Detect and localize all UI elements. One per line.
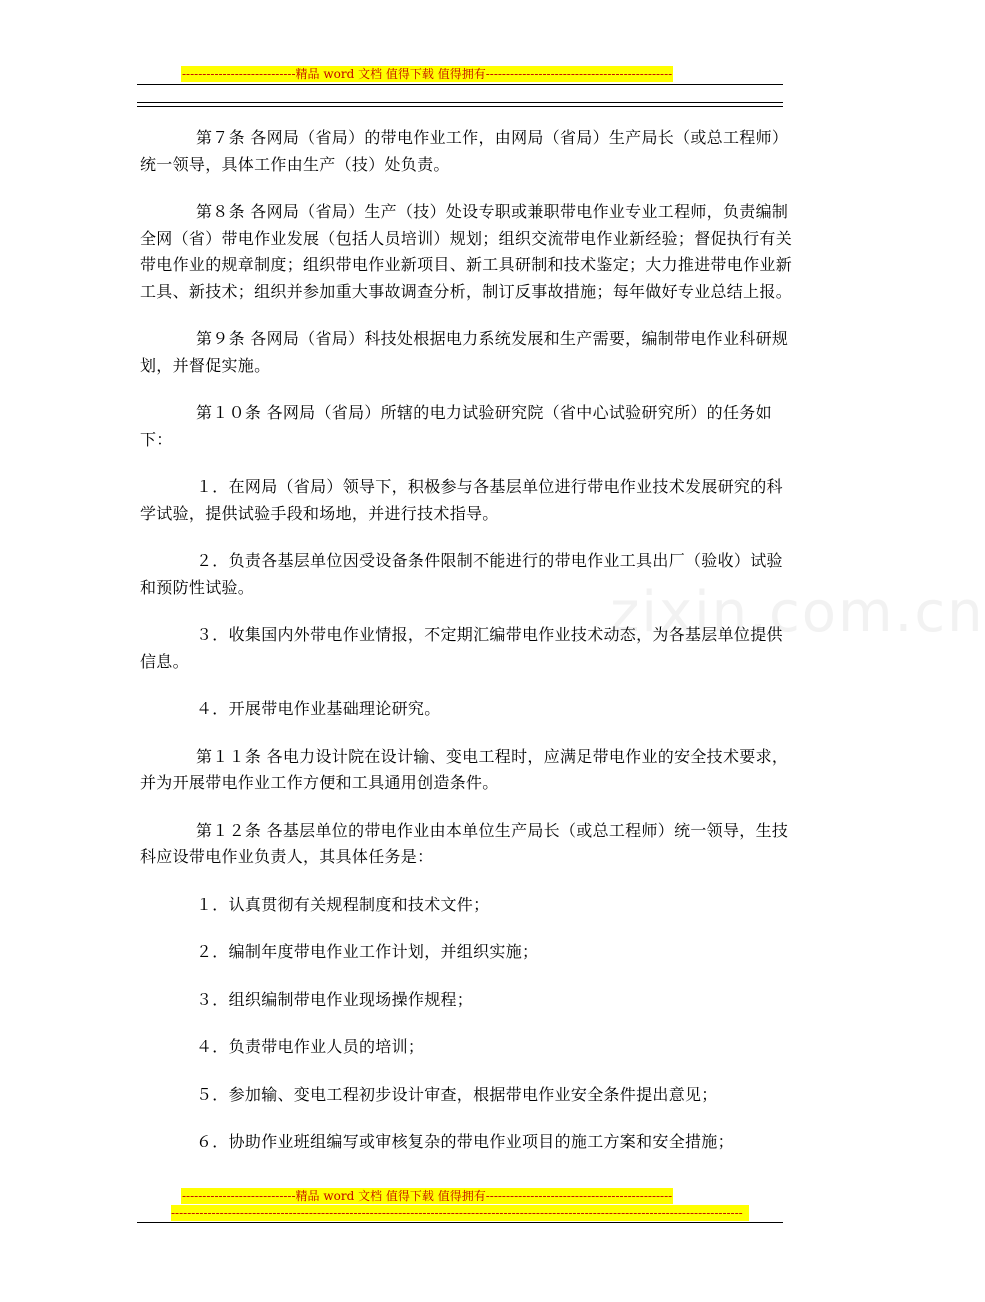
list-item: ４．负责带电作业人员的培训； <box>196 1037 425 1056</box>
document-body <box>140 125 792 1177</box>
header-banner: ----------------------------精品 word 文档 值得下载 值得拥有---------------------------------------------- <box>182 67 673 81</box>
list-item: ５．参加输、变电工程初步设计审查，根据带电作业安全条件提出意见； <box>196 1084 718 1104</box>
paragraph-article-7: 第７条 各网局（省局）的带电作业工作，由网局（省局）生产局长（或总工程师）统一领导，具体工作由生产（技）处负责。 <box>140 128 789 174</box>
header-rule-double-2 <box>137 106 783 107</box>
list-item: ３．收集国内外带电作业情报，不定期汇编带电作业技术动态，为各基层单位提供信息。 <box>140 625 783 671</box>
paragraph-article-9: 第９条 各网局（省局）科技处根据电力系统发展和生产需要，编制带电作业科研规划，并督促实施。 <box>140 329 789 375</box>
list-item: ２．负责各基层单位因受设备条件限制不能进行的带电作业工具出厂（验收）试验和预防性试验。 <box>140 551 783 597</box>
paragraph-article-10: 第１０条 各网局（省局）所辖的电力试验研究院（省中心试验研究所）的任务如下： <box>140 403 772 449</box>
list-item: ３．组织编制带电作业现场操作规程； <box>196 989 474 1009</box>
list-item: １．在网局（省局）领导下，积极参与各基层单位进行带电作业技术发展研究的科学试验，提供试验手段和场地，并进行技术指导。 <box>140 477 783 523</box>
footer-banner: ----------------------------精品 word 文档 值得下载 值得拥有---------------------------------------------- <box>182 1189 673 1203</box>
watermark: zixin.com.cn <box>610 580 985 645</box>
list-item: １．认真贯彻有关规程制度和技术文件； <box>196 894 490 914</box>
footer-dash-line: --------------------------------------------------------------------------------------------------------------------------------------------- <box>171 1205 749 1221</box>
list-item: ２．编制年度带电作业工作计划，并组织实施； <box>196 942 539 961</box>
header-rule-top <box>137 84 783 85</box>
list-item: ４．开展带电作业基础理论研究。 <box>196 699 441 718</box>
paragraph-article-12: 第１２条 各基层单位的带电作业由本单位生产局长（或总工程师）统一领导，生技科应设带电作业负责人，其具体任务是： <box>140 820 789 866</box>
paragraph-article-11: 第１１条 各电力设计院在设计输、变电工程时，应满足带电作业的安全技术要求，并为开展带电作业工作方便和工具通用创造条件。 <box>140 746 789 792</box>
list-item: ６．协助作业班组编写或审核复杂的带电作业项目的施工方案和安全措施； <box>196 1132 734 1151</box>
footer-rule <box>137 1222 783 1223</box>
header-rule-double-1 <box>137 102 783 103</box>
paragraph-article-8: 第８条 各网局（省局）生产（技）处设专职或兼职带电作业专业工程师，负责编制全网（省）带电作业发展（包括人员培训）规划；组织交流带电作业新经验；督促执行有关带电作业的规章制度；组织带电作业新项目、新工具研制和技术鉴定；大力推进带电作业新工具、新技术；组织并参加重大事故调查分析，制订反事故措施；每年做好专业总结上报。 <box>140 202 793 301</box>
